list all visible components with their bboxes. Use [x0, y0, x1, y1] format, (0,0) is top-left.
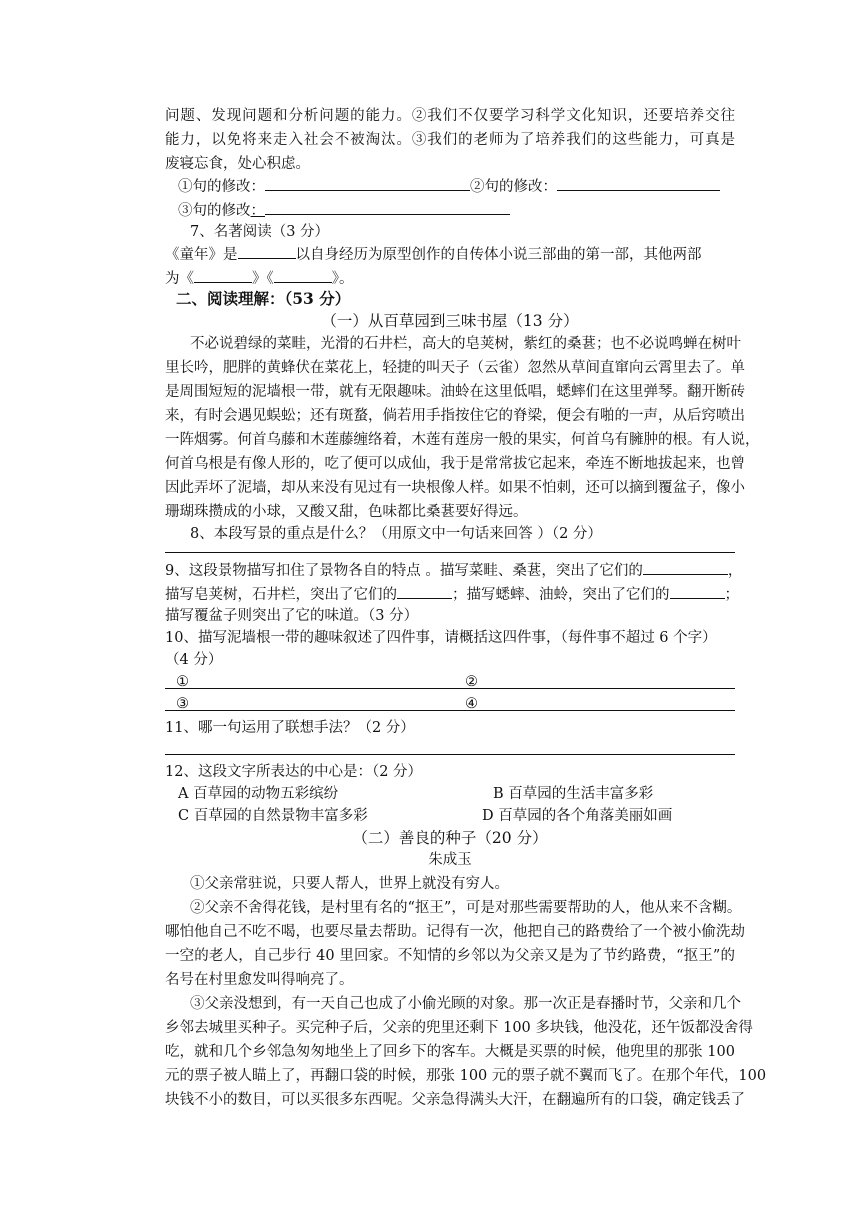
passage-2-title: （二）善良的种子（20 分）: [352, 829, 548, 847]
q12-question: 12、这段文字所表达的中心是：（2 分）: [165, 764, 423, 780]
passage-2-line: ②父亲不舍得花钱，是村里有名的“抠王”，可是对那些需要帮助的人，他从来不含糊。: [190, 900, 742, 916]
q10-question: 10、描写泥墙根一带的趣味叙述了四件事，请概括这四件事，（每件事不超过 6 个字）: [165, 630, 717, 646]
fix-answer-blank-2[interactable]: [557, 174, 720, 191]
q11-question: 11、哪一句运用了联想手法？（2 分）: [165, 720, 415, 736]
passage-1-line: 因此弄坏了泥墙，却从来没有见过有一块根像人样。如果不怕刺，还可以摘到覆盆子，像小: [165, 480, 745, 496]
q9-blank-3[interactable]: [670, 582, 725, 599]
passage-2-line: 名号在村里愈发叫得响亮了。: [165, 972, 354, 988]
passage-1-title: （一）从百草园到三味书屋（13 分）: [321, 312, 579, 330]
q7-text: 》《: [252, 271, 274, 287]
q9-line-1: [165, 558, 743, 583]
q10-score: （4 分）: [165, 652, 223, 668]
q9-text: 描写皂荚树，石井栏，突出了它们的: [165, 587, 397, 603]
paragraph-line: 能力，以免将来走入社会不被淘汰。③我们的老师为了培养我们的这些能力，可真是: [165, 132, 735, 148]
q12-option-b[interactable]: B 百草园的生活丰富多彩: [493, 786, 654, 802]
q7-title: 7、名著阅读（3 分）: [190, 224, 330, 240]
q7-text: 为《: [165, 271, 194, 287]
q9-text: 9、这段景物描写扣住了景物各自的特点 。描写菜畦、桑葚，突出了它们的: [165, 563, 643, 579]
paragraph-line: 废寝忘食，处心积虑。: [165, 156, 310, 172]
q9-line-3: 描写覆盆子则突出了它的味道。（3 分）: [165, 608, 419, 624]
passage-1-line: 里长吟，肥胖的黄蜂伏在菜花上，轻捷的叫天子（云雀）忽然从草间直窜向云霄里去了。单: [165, 360, 745, 376]
q7-blank-book-2[interactable]: [194, 266, 252, 283]
q8-answer-line[interactable]: [165, 552, 735, 553]
passage-1-line: 一阵烟雾。何首乌藤和木莲藤缠络着，木莲有莲房一般的果实，何首乌有臃肿的根。有人说，: [165, 432, 760, 448]
q12-option-d[interactable]: D 百草园的各个角落美丽如画: [482, 808, 673, 824]
passage-1-line: 不必说碧绿的菜畦，光滑的石井栏，高大的皂荚树，紫红的桑葚；也不必说鸣蝉在树叶: [190, 336, 741, 352]
q10-marker-4: ④: [465, 696, 478, 712]
q7-text: 》。: [331, 271, 354, 287]
q7-text: 《童年》是: [165, 247, 238, 263]
passage-2-line: 哪怕他自己不吃不喝，也要尽量去帮助。记得有一次，他把自己的路费给了一个被小偷洗劫: [165, 924, 745, 940]
q11-answer-line[interactable]: [165, 754, 735, 755]
q10-marker-3: ③: [176, 696, 189, 712]
section-heading: 二、阅读理解：（53 分）: [176, 289, 351, 308]
passage-2-line: 乡邻去城里买种子。买完种子后，父亲的兜里还剩下 100 多块钱，他没花，还午饭都没舍得: [165, 1020, 753, 1036]
fix-colon: ：: [250, 203, 265, 219]
q7-blank-author[interactable]: [238, 242, 296, 259]
fix-answer-blank-3[interactable]: [265, 198, 510, 215]
passage-1-line: 来，有时会遇见蜈蚣；还有斑蝥，倘若用手指按住它的脊梁，便会有啪的一声，从后窍喷出: [165, 408, 745, 424]
fix-label-2: ②句的修改：: [470, 179, 557, 195]
passage-1-line: 珊瑚珠攒成的小球，又酸又甜，色味都比桑葚要好得远。: [165, 504, 528, 520]
q10-answer-line-2[interactable]: [165, 710, 735, 711]
passage-2-line: 一空的老人，自己步行 40 里回家。不知情的乡邻以为父亲又是为了节约路费，“抠王”的: [165, 948, 735, 964]
passage-2-line: 吃，就和几个乡邻急匆匆地坐上了回乡下的客车。大概是买票的时候，他兜里的那张 100: [165, 1044, 735, 1060]
passage-1-line: 何首乌根是有像人形的，吃了便可以成仙，我于是常常拔它起来，牵连不断地拔起来，也曾: [165, 456, 745, 472]
q9-text: ；描写蟋蟀、油蛉，突出了它们的: [452, 587, 670, 603]
q9-blank-1[interactable]: [643, 558, 728, 575]
q12-option-a[interactable]: A 百草园的动物五彩缤纷: [178, 786, 339, 802]
paragraph-line: 问题、发现问题和分析问题的能力。②我们不仅要学习科学文化知识，还要培养交往: [165, 108, 735, 124]
fix-line-1: [178, 174, 738, 199]
passage-2-line: 块钱不小的数目，可以买很多东西呢。父亲急得满头大汗，在翻遍所有的口袋，确定钱丢了: [165, 1092, 745, 1108]
q9-text: ；: [724, 587, 739, 603]
passage-2-line: 元的票子被人瞄上了，再翻口袋的时候，那张 100 元的票子就不翼而飞了。在那个年代，100: [165, 1068, 767, 1084]
fix-label-3: ③句的修改: [178, 203, 251, 219]
q10-marker-1: ①: [176, 674, 189, 690]
q10-answer-line-1[interactable]: [165, 688, 735, 689]
fix-answer-blank-1[interactable]: [265, 174, 470, 191]
passage-2-author: 朱成玉: [428, 852, 472, 868]
q10-marker-2: ②: [465, 674, 478, 690]
fix-label-1: ①句的修改：: [178, 179, 265, 195]
q7-text: 以自身经历为原型创作的自传体小说三部曲的第一部，其他两部: [295, 247, 702, 263]
q8-question: 8、本段写景的重点是什么？（用原文中一句话来回答 ）（2 分）: [190, 526, 602, 542]
q9-blank-2[interactable]: [397, 582, 452, 599]
passage-1-line: 是周围短短的泥墙根一带，就有无限趣味。油蛉在这里低唱，蟋蟀们在这里弹琴。翻开断砖: [165, 384, 745, 400]
passage-2-line: ③父亲没想到，有一天自己也成了小偷光顾的对象。那一次正是春播时节，父亲和几个: [190, 996, 741, 1012]
q7-blank-book-3[interactable]: [274, 266, 332, 283]
passage-2-line: ①父亲常驻说，只要人帮人，世界上就没有穷人。: [190, 876, 509, 892]
q12-option-c[interactable]: C 百草园的自然景物丰富多彩: [178, 808, 368, 824]
q9-text: ，: [727, 563, 743, 579]
q7-line-1: [165, 242, 735, 267]
